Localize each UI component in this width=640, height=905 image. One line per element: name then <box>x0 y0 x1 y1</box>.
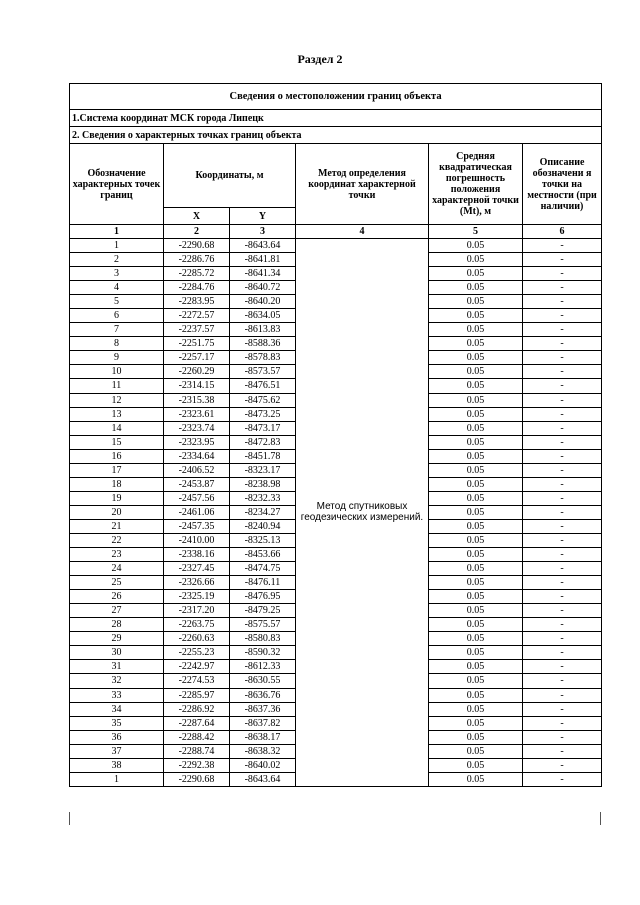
point-number-cell: 23 <box>70 548 164 562</box>
x-coordinate-cell: -2237.57 <box>164 323 230 337</box>
point-number-cell: 28 <box>70 618 164 632</box>
description-cell: - <box>523 421 602 435</box>
x-coordinate-cell: -2457.35 <box>164 519 230 533</box>
x-coordinate-cell: -2285.72 <box>164 267 230 281</box>
x-coordinate-cell: -2288.42 <box>164 730 230 744</box>
y-coordinate-cell: -8476.95 <box>230 590 296 604</box>
header-error: Средняя квадратическая погрешность положения характерной точки (Mt), м <box>429 144 523 225</box>
error-cell: 0.05 <box>429 744 523 758</box>
error-cell: 0.05 <box>429 421 523 435</box>
point-number-cell: 30 <box>70 646 164 660</box>
point-number-cell: 21 <box>70 519 164 533</box>
error-cell: 0.05 <box>429 688 523 702</box>
point-number-cell: 31 <box>70 660 164 674</box>
y-coordinate-cell: -8473.25 <box>230 407 296 421</box>
error-cell: 0.05 <box>429 505 523 519</box>
description-cell: - <box>523 463 602 477</box>
point-number-cell: 32 <box>70 674 164 688</box>
error-cell: 0.05 <box>429 309 523 323</box>
y-coordinate-cell: -8588.36 <box>230 337 296 351</box>
x-coordinate-cell: -2274.53 <box>164 674 230 688</box>
point-number-cell: 12 <box>70 393 164 407</box>
description-cell: - <box>523 688 602 702</box>
x-coordinate-cell: -2334.64 <box>164 449 230 463</box>
error-cell: 0.05 <box>429 253 523 267</box>
page-margin-mark-right <box>600 812 601 825</box>
x-coordinate-cell: -2251.75 <box>164 337 230 351</box>
point-number-cell: 11 <box>70 379 164 393</box>
description-cell: - <box>523 590 602 604</box>
description-cell: - <box>523 744 602 758</box>
y-coordinate-cell: -8472.83 <box>230 435 296 449</box>
description-cell: - <box>523 323 602 337</box>
point-number-cell: 14 <box>70 421 164 435</box>
description-cell: - <box>523 351 602 365</box>
description-cell: - <box>523 646 602 660</box>
y-coordinate-cell: -8640.02 <box>230 758 296 772</box>
error-cell: 0.05 <box>429 533 523 547</box>
column-number: 3 <box>230 225 296 239</box>
point-number-cell: 1 <box>70 239 164 253</box>
x-coordinate-cell: -2290.68 <box>164 239 230 253</box>
error-cell: 0.05 <box>429 239 523 253</box>
x-coordinate-cell: -2315.38 <box>164 393 230 407</box>
error-cell: 0.05 <box>429 604 523 618</box>
error-cell: 0.05 <box>429 632 523 646</box>
x-coordinate-cell: -2323.74 <box>164 421 230 435</box>
y-coordinate-cell: -8638.32 <box>230 744 296 758</box>
y-coordinate-cell: -8475.62 <box>230 393 296 407</box>
column-number: 1 <box>70 225 164 239</box>
error-cell: 0.05 <box>429 646 523 660</box>
error-cell: 0.05 <box>429 758 523 772</box>
y-coordinate-cell: -8637.36 <box>230 702 296 716</box>
y-coordinate-cell: -8474.75 <box>230 562 296 576</box>
x-coordinate-cell: -2287.64 <box>164 716 230 730</box>
error-cell: 0.05 <box>429 281 523 295</box>
point-number-cell: 19 <box>70 491 164 505</box>
error-cell: 0.05 <box>429 337 523 351</box>
point-number-cell: 18 <box>70 477 164 491</box>
point-number-cell: 29 <box>70 632 164 646</box>
x-coordinate-cell: -2255.23 <box>164 646 230 660</box>
y-coordinate-cell: -8637.82 <box>230 716 296 730</box>
column-numbers-row <box>70 225 602 239</box>
description-cell: - <box>523 533 602 547</box>
header-y: Y <box>230 208 296 225</box>
table-row <box>70 239 602 253</box>
point-number-cell: 27 <box>70 604 164 618</box>
point-number-cell: 17 <box>70 463 164 477</box>
error-cell: 0.05 <box>429 674 523 688</box>
error-cell: 0.05 <box>429 772 523 786</box>
y-coordinate-cell: -8636.76 <box>230 688 296 702</box>
y-coordinate-cell: -8573.57 <box>230 365 296 379</box>
y-coordinate-cell: -8476.51 <box>230 379 296 393</box>
point-number-cell: 13 <box>70 407 164 421</box>
description-cell: - <box>523 477 602 491</box>
point-number-cell: 7 <box>70 323 164 337</box>
y-coordinate-cell: -8479.25 <box>230 604 296 618</box>
table-title: Сведения о местоположении границ объекта <box>70 84 602 110</box>
y-coordinate-cell: -8240.94 <box>230 519 296 533</box>
column-number: 2 <box>164 225 230 239</box>
y-coordinate-cell: -8643.64 <box>230 772 296 786</box>
y-coordinate-cell: -8580.83 <box>230 632 296 646</box>
x-coordinate-cell: -2272.57 <box>164 309 230 323</box>
description-cell: - <box>523 548 602 562</box>
x-coordinate-cell: -2326.66 <box>164 576 230 590</box>
point-number-cell: 34 <box>70 702 164 716</box>
description-cell: - <box>523 337 602 351</box>
page-margin-mark-left <box>69 812 70 825</box>
description-cell: - <box>523 281 602 295</box>
y-coordinate-cell: -8630.55 <box>230 674 296 688</box>
y-coordinate-cell: -8638.17 <box>230 730 296 744</box>
description-cell: - <box>523 449 602 463</box>
description-cell: - <box>523 618 602 632</box>
error-cell: 0.05 <box>429 295 523 309</box>
method-cell: Метод спутниковых геодезических измерений. <box>296 239 429 787</box>
description-cell: - <box>523 309 602 323</box>
x-coordinate-cell: -2257.17 <box>164 351 230 365</box>
error-cell: 0.05 <box>429 379 523 393</box>
x-coordinate-cell: -2461.06 <box>164 505 230 519</box>
points-heading: 2. Сведения о характерных точках границ объекта <box>70 127 602 144</box>
description-cell: - <box>523 393 602 407</box>
point-number-cell: 4 <box>70 281 164 295</box>
description-cell: - <box>523 716 602 730</box>
coordinate-system: 1.Система координат МСК города Липецк <box>70 110 602 127</box>
error-cell: 0.05 <box>429 267 523 281</box>
error-cell: 0.05 <box>429 702 523 716</box>
y-coordinate-cell: -8641.34 <box>230 267 296 281</box>
column-number: 6 <box>523 225 602 239</box>
y-coordinate-cell: -8238.98 <box>230 477 296 491</box>
description-cell: - <box>523 772 602 786</box>
x-coordinate-cell: -2325.19 <box>164 590 230 604</box>
column-number: 4 <box>296 225 429 239</box>
point-number-cell: 3 <box>70 267 164 281</box>
description-cell: - <box>523 365 602 379</box>
point-number-cell: 35 <box>70 716 164 730</box>
y-coordinate-cell: -8613.83 <box>230 323 296 337</box>
description-cell: - <box>523 505 602 519</box>
point-number-cell: 6 <box>70 309 164 323</box>
error-cell: 0.05 <box>429 618 523 632</box>
x-coordinate-cell: -2410.00 <box>164 533 230 547</box>
point-number-cell: 33 <box>70 688 164 702</box>
description-cell: - <box>523 239 602 253</box>
description-cell: - <box>523 267 602 281</box>
y-coordinate-cell: -8232.33 <box>230 491 296 505</box>
x-coordinate-cell: -2260.63 <box>164 632 230 646</box>
x-coordinate-cell: -2314.15 <box>164 379 230 393</box>
x-coordinate-cell: -2284.76 <box>164 281 230 295</box>
point-number-cell: 36 <box>70 730 164 744</box>
y-coordinate-cell: -8325.13 <box>230 533 296 547</box>
error-cell: 0.05 <box>429 590 523 604</box>
point-number-cell: 22 <box>70 533 164 547</box>
y-coordinate-cell: -8451.78 <box>230 449 296 463</box>
column-number: 5 <box>429 225 523 239</box>
description-cell: - <box>523 702 602 716</box>
y-coordinate-cell: -8640.72 <box>230 281 296 295</box>
error-cell: 0.05 <box>429 449 523 463</box>
y-coordinate-cell: -8473.17 <box>230 421 296 435</box>
error-cell: 0.05 <box>429 393 523 407</box>
x-coordinate-cell: -2317.20 <box>164 604 230 618</box>
description-cell: - <box>523 632 602 646</box>
x-coordinate-cell: -2286.76 <box>164 253 230 267</box>
error-cell: 0.05 <box>429 519 523 533</box>
description-cell: - <box>523 435 602 449</box>
x-coordinate-cell: -2323.61 <box>164 407 230 421</box>
header-method: Метод определения координат характерной точки <box>296 144 429 225</box>
y-coordinate-cell: -8643.64 <box>230 239 296 253</box>
y-coordinate-cell: -8612.33 <box>230 660 296 674</box>
x-coordinate-cell: -2290.68 <box>164 772 230 786</box>
x-coordinate-cell: -2288.74 <box>164 744 230 758</box>
point-number-cell: 2 <box>70 253 164 267</box>
point-number-cell: 24 <box>70 562 164 576</box>
error-cell: 0.05 <box>429 660 523 674</box>
error-cell: 0.05 <box>429 365 523 379</box>
description-cell: - <box>523 491 602 505</box>
x-coordinate-cell: -2338.16 <box>164 548 230 562</box>
x-coordinate-cell: -2286.92 <box>164 702 230 716</box>
y-coordinate-cell: -8578.83 <box>230 351 296 365</box>
x-coordinate-cell: -2285.97 <box>164 688 230 702</box>
description-cell: - <box>523 253 602 267</box>
description-cell: - <box>523 407 602 421</box>
point-number-cell: 20 <box>70 505 164 519</box>
point-number-cell: 37 <box>70 744 164 758</box>
y-coordinate-cell: -8575.57 <box>230 618 296 632</box>
error-cell: 0.05 <box>429 323 523 337</box>
description-cell: - <box>523 295 602 309</box>
description-cell: - <box>523 562 602 576</box>
point-number-cell: 26 <box>70 590 164 604</box>
point-number-cell: 25 <box>70 576 164 590</box>
error-cell: 0.05 <box>429 477 523 491</box>
y-coordinate-cell: -8634.05 <box>230 309 296 323</box>
y-coordinate-cell: -8323.17 <box>230 463 296 477</box>
description-cell: - <box>523 730 602 744</box>
point-number-cell: 9 <box>70 351 164 365</box>
x-coordinate-cell: -2292.38 <box>164 758 230 772</box>
x-coordinate-cell: -2457.56 <box>164 491 230 505</box>
error-cell: 0.05 <box>429 491 523 505</box>
point-number-cell: 8 <box>70 337 164 351</box>
boundary-points-table <box>69 83 602 787</box>
header-description: Описание обозначени я точки на местности (при наличии) <box>523 144 602 225</box>
x-coordinate-cell: -2453.87 <box>164 477 230 491</box>
x-coordinate-cell: -2283.95 <box>164 295 230 309</box>
error-cell: 0.05 <box>429 435 523 449</box>
point-number-cell: 38 <box>70 758 164 772</box>
error-cell: 0.05 <box>429 351 523 365</box>
description-cell: - <box>523 758 602 772</box>
error-cell: 0.05 <box>429 407 523 421</box>
header-designation: Обозначение характерных точек границ <box>70 144 164 225</box>
description-cell: - <box>523 660 602 674</box>
y-coordinate-cell: -8234.27 <box>230 505 296 519</box>
point-number-cell: 10 <box>70 365 164 379</box>
header-x: X <box>164 208 230 225</box>
point-number-cell: 1 <box>70 772 164 786</box>
y-coordinate-cell: -8453.66 <box>230 548 296 562</box>
point-number-cell: 16 <box>70 449 164 463</box>
description-cell: - <box>523 674 602 688</box>
y-coordinate-cell: -8590.32 <box>230 646 296 660</box>
x-coordinate-cell: -2260.29 <box>164 365 230 379</box>
y-coordinate-cell: -8641.81 <box>230 253 296 267</box>
description-cell: - <box>523 604 602 618</box>
point-number-cell: 5 <box>70 295 164 309</box>
description-cell: - <box>523 519 602 533</box>
error-cell: 0.05 <box>429 463 523 477</box>
y-coordinate-cell: -8476.11 <box>230 576 296 590</box>
error-cell: 0.05 <box>429 730 523 744</box>
description-cell: - <box>523 379 602 393</box>
error-cell: 0.05 <box>429 576 523 590</box>
x-coordinate-cell: -2242.97 <box>164 660 230 674</box>
x-coordinate-cell: -2263.75 <box>164 618 230 632</box>
header-coordinates: Координаты, м <box>164 144 296 208</box>
x-coordinate-cell: -2323.95 <box>164 435 230 449</box>
error-cell: 0.05 <box>429 716 523 730</box>
x-coordinate-cell: -2406.52 <box>164 463 230 477</box>
y-coordinate-cell: -8640.20 <box>230 295 296 309</box>
description-cell: - <box>523 576 602 590</box>
x-coordinate-cell: -2327.45 <box>164 562 230 576</box>
point-number-cell: 15 <box>70 435 164 449</box>
error-cell: 0.05 <box>429 548 523 562</box>
section-title: Раздел 2 <box>297 52 343 66</box>
error-cell: 0.05 <box>429 562 523 576</box>
